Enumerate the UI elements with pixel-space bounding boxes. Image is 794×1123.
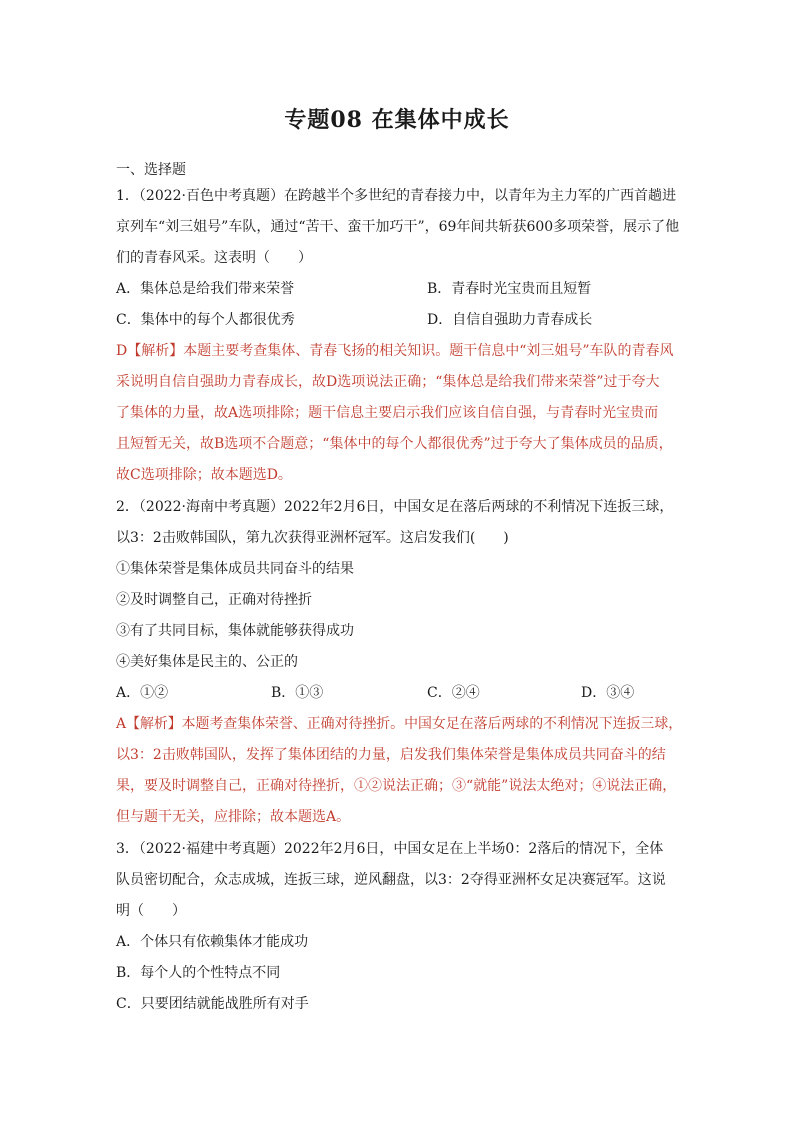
q1-stem-line-1: 1．（2022·百色中考真题）在跨越半个多世纪的青春接力中，以青年为主力军的广西首趟进 (116, 188, 676, 204)
q3-option-c: C．只要团结就能战胜所有对手 (116, 996, 309, 1012)
q1-option-d: D．自信自强助力青春成长 (427, 312, 593, 328)
q1-stem-line-3: 们的青春风采。这表明（ ） (116, 250, 312, 266)
q1-stem-line-2: 京列车“刘三姐号”车队，通过“苦干、蛮干加巧干”，69年间共斩获600多项荣誉，展示了他 (116, 219, 680, 235)
page-title: 专题08 在集体中成长 (284, 107, 510, 133)
q2-stem-line-1: 2．（2022·海南中考真题）2022年2月6日，中国女足在落后两球的不利情况下连扳三球， (116, 499, 674, 515)
q1-option-b: B．青春时光宝贵而且短暂 (427, 281, 592, 297)
q2-option-b: B．①③ (271, 685, 324, 701)
q2-stem-line-2: 以3：2击败韩国队，第九次获得亚洲杯冠军。这启发我们( ) (116, 530, 509, 546)
q2-statement-3: ③有了共同目标，集体就能够获得成功 (116, 623, 354, 639)
q2-statement-4: ④美好集体是民主的、公正的 (116, 654, 298, 670)
q3-option-b: B．每个人的个性特点不同 (116, 965, 281, 981)
q2-answer-line-3: 果，要及时调整自己，正确对待挫折，①②说法正确；③“就能”说法太绝对；④说法正确， (116, 778, 677, 794)
q3-option-a: A．个体只有依赖集体才能成功 (116, 934, 309, 950)
q1-answer-line-5: 故C选项排除；故本题选D。 (116, 467, 292, 483)
q2-answer-line-1: A【解析】本题考查集体荣誉、正确对待挫折。中国女足在落后两球的不利情况下连扳三球， (116, 716, 683, 732)
q1-answer-line-2: 采说明自信自强助力青春成长，故D选项说法正确；“集体总是给我们带来荣誉”过于夸大 (116, 374, 660, 390)
q1-answer-line-1: D【解析】本题主要考查集体、青春飞扬的相关知识。题干信息中“刘三姐号”车队的青春风 (116, 343, 674, 359)
q1-option-a: A．集体总是给我们带来荣誉 (116, 281, 295, 297)
q2-statement-1: ①集体荣誉是集体成员共同奋斗的结果 (116, 561, 354, 577)
q1-answer-line-3: 了集体的力量，故A选项排除；题干信息主要启示我们应该自信自强，与青春时光宝贵而 (116, 405, 659, 421)
q3-stem-line-2: 队员密切配合，众志成城，连扳三球，逆风翻盘，以3：2夺得亚洲杯女足决赛冠军。这说 (116, 872, 666, 888)
q1-option-c: C．集体中的每个人都很优秀 (116, 312, 295, 328)
q3-stem-line-3: 明（ ） (116, 903, 186, 919)
q2-option-c: C．②④ (427, 685, 480, 701)
q3-stem-line-1: 3．（2022·福建中考真题）2022年2月6日，中国女足在上半场0：2落后的情况下，全体 (116, 841, 664, 857)
q1-answer-line-4: 且短暂无关，故B选项不合题意；“集体中的每个人都很优秀”过于夸大了集体成员的品质， (116, 436, 673, 452)
q2-statement-2: ②及时调整自己，正确对待挫折 (116, 592, 312, 608)
section-heading: 一、选择题 (116, 162, 186, 178)
q2-answer-line-2: 以3：2击败韩国队，发挥了集体团结的力量，启发我们集体荣誉是集体成员共同奋斗的结 (116, 747, 666, 763)
q2-option-d: D．③④ (581, 685, 635, 701)
q2-option-a: A．①② (116, 685, 169, 701)
q2-answer-line-4: 但与题干无关，应排除；故本题选A。 (116, 809, 351, 825)
